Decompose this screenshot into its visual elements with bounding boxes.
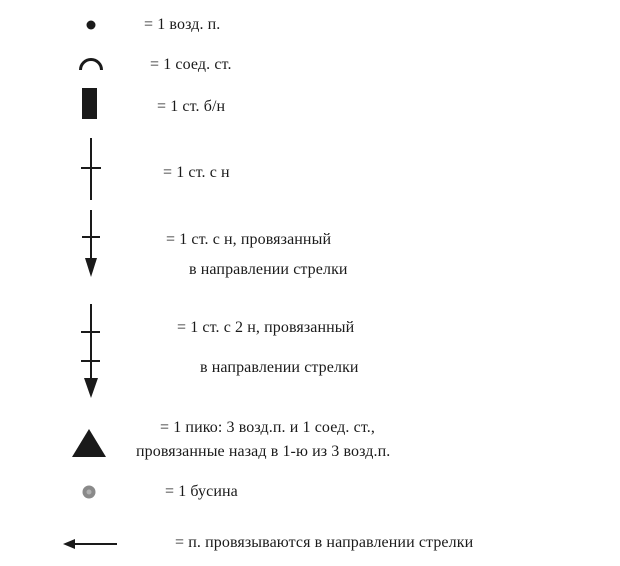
legend-text-slip-stitch: = 1 соед. ст. <box>150 56 232 73</box>
legend-text-treble-crochet-arrow-line2: в направлении стрелки <box>200 359 359 376</box>
legend-text-double-crochet-arrow-line2: в направлении стрелки <box>189 261 348 278</box>
chain-stitch-dot-icon <box>87 21 96 30</box>
legend-text-double-crochet: = 1 ст. с н <box>163 164 230 181</box>
legend-text-treble-crochet-arrow-line1: = 1 ст. с 2 н, провязанный <box>177 319 355 336</box>
single-crochet-rect-icon <box>82 88 97 119</box>
slip-stitch-arc-icon <box>81 60 102 70</box>
picot-triangle-icon <box>72 429 106 457</box>
double-crochet-cross-icon <box>81 138 101 200</box>
treble-crochet-arrow-icon <box>81 304 100 398</box>
legend-text-picot-line2: провязанные назад в 1-ю из 3 возд.п. <box>136 443 391 460</box>
direction-arrow-left-icon <box>63 539 117 549</box>
legend-text-double-crochet-arrow-line1: = 1 ст. с н, провязанный <box>166 231 332 248</box>
legend-text-single-crochet: = 1 ст. б/н <box>157 98 226 115</box>
legend-text-picot-line1: = 1 пико: 3 возд.п. и 1 соед. ст., <box>160 419 375 436</box>
double-crochet-arrow-icon <box>82 210 100 277</box>
legend-text-direction-arrow: = п. провязываются в направлении стрелки <box>175 534 474 551</box>
legend-text-bead: = 1 бусина <box>165 483 238 500</box>
bead-circle-icon <box>83 486 96 499</box>
legend-text-chain-stitch: = 1 возд. п. <box>144 16 221 33</box>
